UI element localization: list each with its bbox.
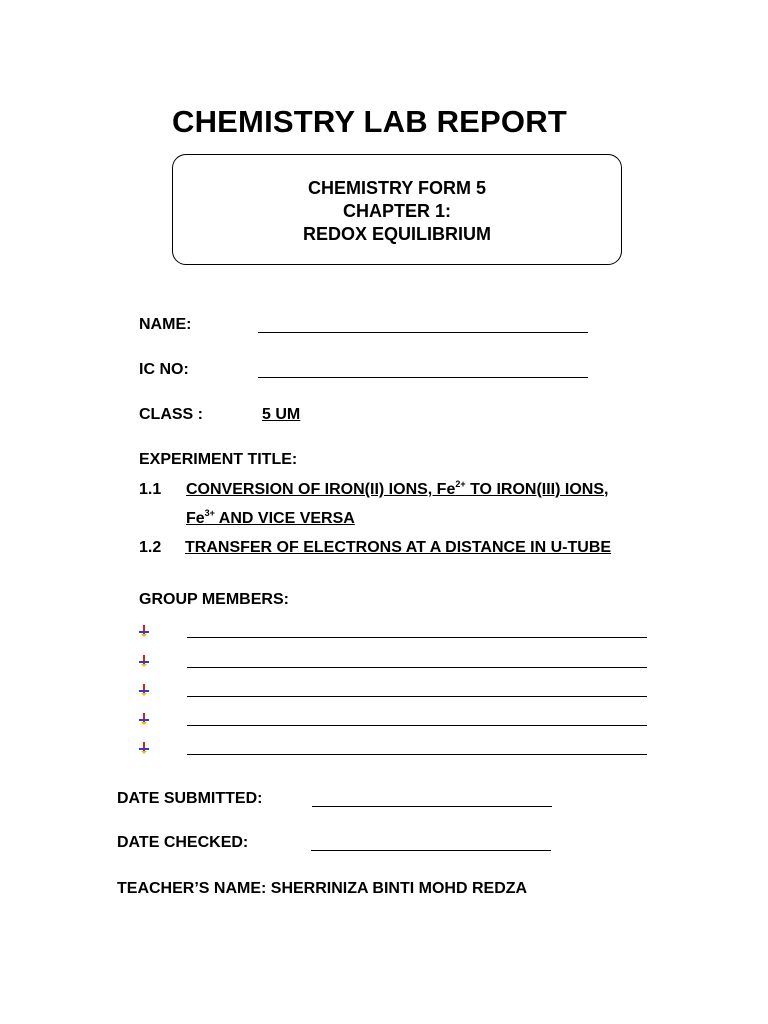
report-title: CHEMISTRY LAB REPORT	[172, 104, 567, 139]
arrow-bullet-icon	[139, 655, 149, 667]
group-member-row	[139, 683, 149, 701]
group-members-heading: GROUP MEMBERS:	[139, 591, 289, 608]
experiment-2-title: TRANSFER OF ELECTRONS AT A DISTANCE IN U-TUBE	[185, 539, 612, 556]
date-checked-line[interactable]	[311, 850, 551, 851]
course-form: CHEMISTRY FORM 5	[307, 178, 486, 198]
experiment-1-text-b: TO IRON(III) IONS,	[465, 481, 609, 498]
experiment-1-text-c: Fe	[186, 510, 205, 527]
experiment-heading: EXPERIMENT TITLE:	[139, 451, 298, 468]
arrow-bullet-icon	[139, 684, 149, 696]
ic-blank-line[interactable]	[258, 377, 588, 378]
course-info-box	[172, 154, 622, 265]
arrow-bullet-icon	[139, 713, 149, 725]
group-member-row	[139, 654, 149, 672]
date-submitted-line[interactable]	[312, 806, 552, 807]
group-member-row	[139, 712, 149, 730]
group-member-3-line[interactable]	[187, 696, 647, 697]
experiment-2-number: 1.2	[139, 539, 162, 556]
date-submitted-label: DATE SUBMITTED:	[117, 790, 263, 807]
fe3-charge: 3+	[204, 508, 215, 518]
arrow-bullet-icon	[139, 742, 149, 754]
fe2-charge: 2+	[455, 479, 466, 489]
group-member-5-line[interactable]	[187, 754, 647, 755]
name-label: NAME:	[139, 316, 192, 333]
course-chapter: CHAPTER 1:	[342, 201, 451, 221]
name-blank-line[interactable]	[258, 332, 588, 333]
arrow-bullet-icon	[139, 625, 149, 637]
teacher-name: TEACHER’S NAME: SHERRINIZA BINTI MOHD REDZA	[117, 880, 528, 897]
class-label: CLASS :	[139, 406, 203, 423]
group-member-row	[139, 741, 149, 759]
experiment-1-title-line1	[186, 481, 608, 499]
date-checked-label: DATE CHECKED:	[117, 834, 249, 851]
group-member-1-line[interactable]	[187, 637, 647, 638]
experiment-1-title-line2	[186, 510, 355, 528]
group-member-row	[139, 624, 149, 642]
class-value: 5 UM	[262, 406, 301, 423]
course-topic: REDOX EQUILIBRIUM	[302, 224, 491, 244]
group-member-4-line[interactable]	[187, 725, 647, 726]
experiment-1-number: 1.1	[139, 481, 162, 498]
experiment-1-text-a: CONVERSION OF IRON(II) IONS, Fe	[186, 481, 456, 498]
ic-label: IC NO:	[139, 361, 189, 378]
experiment-1-text-d: AND VICE VERSA	[214, 510, 355, 527]
group-member-2-line[interactable]	[187, 667, 647, 668]
